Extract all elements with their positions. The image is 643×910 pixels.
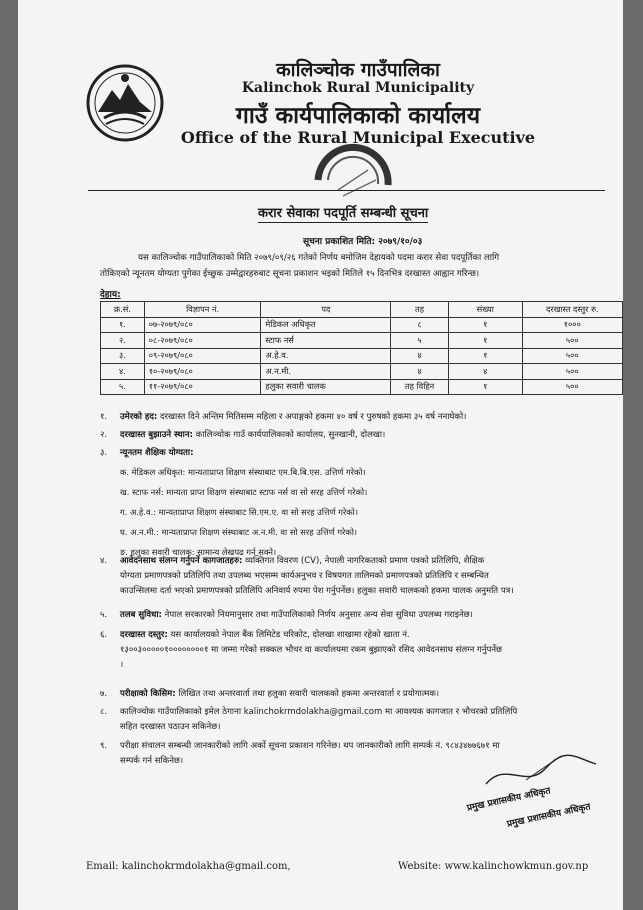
vacancy-table — [100, 301, 623, 395]
cell-level: ५ — [391, 333, 449, 349]
cell-count: ४ — [448, 364, 522, 380]
item-label: तलब सुविधा: — [120, 610, 162, 620]
cell-ad-no: ०९-२०७९/०८० — [144, 348, 261, 364]
table-row — [101, 333, 623, 349]
table-header-row — [101, 302, 623, 318]
cell-sn: ५. — [101, 379, 145, 395]
cell-count: १ — [448, 333, 522, 349]
notice-title: करार सेवाका पदपूर्ति सम्बन्धी सूचना — [258, 203, 428, 223]
item-number: १. — [100, 412, 108, 422]
cell-fee: ५०० — [522, 379, 622, 395]
cell-sn: ३. — [101, 348, 145, 364]
item-number: ५. — [100, 610, 108, 620]
publish-date: सूचना प्रकाशित मिति: २०७९/१०/०३ — [303, 237, 423, 247]
qualification-staff-nurse: ख. स्टाफ नर्स: मान्यता प्राप्त शिक्षण संस्थाबाट स्टाफ नर्स वा सो सरह उत्तिर्ण गरेको। — [120, 487, 368, 497]
item-qualification — [100, 446, 605, 461]
col-header-level: तह — [391, 302, 449, 318]
cell-fee: १००० — [522, 317, 622, 333]
item-text: नेपाल सरकारको नियमानुसार तथा गाउँपालिकाको निर्णय अनुसार अन्य सेवा सुविधा उपलब्ध गराइनेछ। — [164, 610, 473, 620]
cell-sn: ४. — [101, 364, 145, 380]
cell-count: १ — [448, 348, 522, 364]
office-name-english: Office of the Rural Municipal Executive — [180, 128, 536, 147]
municipality-name-nepali: कालिञ्चोक गाउँपालिका — [276, 59, 440, 81]
cell-post: स्टाफ नर्स — [261, 333, 391, 349]
cell-ad-no: १०-२०७९/०८० — [144, 364, 261, 380]
item-text: परीक्षा संचालन सम्बन्धी जानकारीको लागि अर्को सूचना प्रकाशन गरिनेछ। थप जानकारीको लागि सम्पर्क नं. ९८४३४७७६७१ मा — [120, 741, 500, 751]
cell-fee: ५०० — [522, 333, 622, 349]
header-divider — [88, 190, 605, 191]
table-row — [101, 364, 623, 380]
signatory-title-stamp: प्रमुख प्रशासकीय अधिकृत — [506, 802, 592, 830]
intro-paragraph — [100, 250, 600, 282]
cell-ad-no: ०७-२०७९/०८० — [144, 317, 261, 333]
col-header-fee: दरखास्त दस्तुर रु. — [522, 302, 622, 318]
col-header-count: संख्या — [448, 302, 522, 318]
item-submission-place — [100, 428, 605, 443]
item-label: परीक्षाको किसिम: — [120, 689, 176, 699]
qualification-anm: घ. अ.न.मी.: मान्यताप्राप्त शिक्षण संस्थाबाट अ.न.मी. वा सो सरह उत्तिर्ण गरेको। — [120, 527, 358, 537]
item-exam-type — [100, 687, 605, 702]
intro-line-2: तोकिएको न्यूनतम योग्यता पुगेका ईच्छुक उम्मेद्वारहरुबाट सूचना प्रकाशन भइको मितिले १५ दिनभित्र दरखास्त आह्वान गरिन्छ। — [100, 269, 480, 279]
item-text: १३००३०००००१००००००००१ मा जम्मा गरेको सक्कल भौचर वा कार्यालयमा रकम बुझाएको रसिद आवेदनसाथ संलग्न गर्नुपर्नेछ — [120, 645, 503, 655]
cell-fee: ५०० — [522, 364, 622, 380]
cell-post: हलुका सवारी चालक — [261, 379, 391, 395]
item-application-fee — [100, 628, 605, 673]
item-documents — [100, 554, 605, 599]
item-salary — [100, 608, 605, 623]
document-page — [18, 0, 623, 910]
item-text: योग्यता प्रमाणपत्रको प्रतिलिपि तथा उपलब्ध भएसम्म कार्यअनुभव र विषयगत तालिमको प्रमाणपत्रको प्रतिलिपि र सम्बन्धित — [120, 571, 489, 581]
item-text: कालिञ्चोक गाउँ कार्यपालिकाको कार्यालय, सुनखानी, दोलखा। — [195, 430, 386, 440]
cell-fee: ५०० — [522, 348, 622, 364]
cell-sn: १. — [101, 317, 145, 333]
item-label: न्यूनतम शैक्षिक योग्यता: — [120, 448, 194, 458]
footer-email: Email: kalinchokrmdolakha@gmail.com, — [86, 861, 291, 872]
cell-post: अ.हे.व. — [261, 348, 391, 364]
qualification-driver: ङ. हलुका सवारी चालक: सामान्य लेखपढ गर्न सक्ने। — [120, 547, 277, 557]
item-age-limit — [100, 410, 605, 425]
item-number: ३. — [100, 448, 108, 458]
signatory-title-signed: प्रमुख प्रशासकीय अधिकृत — [466, 786, 552, 814]
cell-level: तह विहिन — [391, 379, 449, 395]
signature-block — [466, 750, 606, 830]
table-row — [101, 317, 623, 333]
item-number: ७. — [100, 689, 108, 699]
cell-level: ४ — [391, 364, 449, 380]
item-text: सम्पर्क गर्न सकिनेछ। — [120, 756, 184, 766]
item-text: सहित दरखास्त पठाउन सकिनेछ। — [120, 722, 221, 732]
municipality-emblem — [84, 62, 166, 144]
item-label: दरखास्त बुझाउने स्थान: — [120, 430, 193, 440]
item-text: यस कार्यालयको नेपाल बैंक लिमिटेड चरिकोट, दोलखा शाखामा रहेको खाता नं. — [170, 630, 410, 640]
item-number: ८. — [100, 707, 108, 717]
cell-count: १ — [448, 317, 522, 333]
item-number: ४. — [100, 556, 108, 566]
item-text: काउन्सिलमा दर्ता भएको प्रमाणपत्रको प्रतिलिपि अनिवार्य रुपमा पेश गर्नुपर्नेछ। हलुका सवारी चालकको हकमा चालक अनुमति पत्र। — [120, 586, 514, 596]
col-header-post: पद — [261, 302, 391, 318]
cell-sn: २. — [101, 333, 145, 349]
item-number: ९. — [100, 741, 108, 751]
cell-level: ८ — [391, 317, 449, 333]
office-name-nepali: गाउँ कार्यपालिकाको कार्यालय — [235, 103, 481, 129]
cell-count: १ — [448, 379, 522, 395]
qualification-medical-officer: क. मेडिकल अधिकृत: मान्यताप्राप्त शिक्षण संस्थाबाट एम.बि.बि.एस. उत्तिर्ण गरेको। — [120, 467, 366, 477]
cell-ad-no: ११-२०७९/०८० — [144, 379, 261, 395]
col-header-sn: क्र.सं. — [101, 302, 145, 318]
item-label: उमेरको हद: — [120, 412, 158, 422]
cell-ad-no: ०८-२०७९/०८० — [144, 333, 261, 349]
item-label: दरखास्त दस्तुर: — [120, 630, 168, 640]
item-text: । — [120, 660, 124, 670]
item-text: व्यक्तिगत विवरण (CV), नेपाली नागरिकताको प्रमाण पत्रको प्रतिलिपि, शैक्षिक — [245, 556, 485, 566]
table-row — [101, 348, 623, 364]
cell-post: अ.न.मी. — [261, 364, 391, 380]
item-number: ६. — [100, 630, 108, 640]
qualification-aheb: ग. अ.हे.व.: मान्यताप्राप्त शिक्षण संस्थाबाट सि.एम.ए. वा सो सरह उत्तिर्ण गरेको। — [120, 507, 358, 517]
item-label: आवेदनसाथ संलग्न गर्नुपर्ने कागजातहरु: — [120, 556, 243, 566]
item-text: लिखित तथा अन्तरवार्ता तथा हलुका सवारी चालकको हकमा अन्तरवार्ता र प्रयोगात्मक। — [178, 689, 440, 699]
item-text: कालिञ्चोक गाउँपालिकाको इमेल ठेगाना kalinchokrmdolakha@gmail.com मा आवश्यक कागजात र भौचरको प्रतिलिपि — [120, 707, 518, 717]
municipality-name-english: Kalinchok Rural Municipality — [241, 80, 475, 96]
col-header-ad-no: विज्ञापन नं. — [144, 302, 261, 318]
item-text: दरखास्त दिने अन्तिम मितिसम्म महिला र अपाङ्गको हकमा ४० वर्ष र पुरुषको हकमा ३५ वर्ष ननाघेको। — [160, 412, 467, 422]
dehay-label: देहाय: — [100, 290, 121, 300]
footer-website: Website: www.kalinchowkmun.gov.np — [398, 861, 589, 872]
item-number: २. — [100, 430, 108, 440]
intro-line-1: यस कालिञ्चोक गाउँपालिकाको मिति २०७९/०९/२६ गतेको निर्णय बमोजिम देहायको पदमा करार सेवा पदपूर्तिका लागि — [138, 253, 500, 263]
cell-level: ४ — [391, 348, 449, 364]
table-row — [101, 379, 623, 395]
item-email-submission — [100, 705, 605, 735]
cell-post: मेडिकल अधिकृत — [261, 317, 391, 333]
